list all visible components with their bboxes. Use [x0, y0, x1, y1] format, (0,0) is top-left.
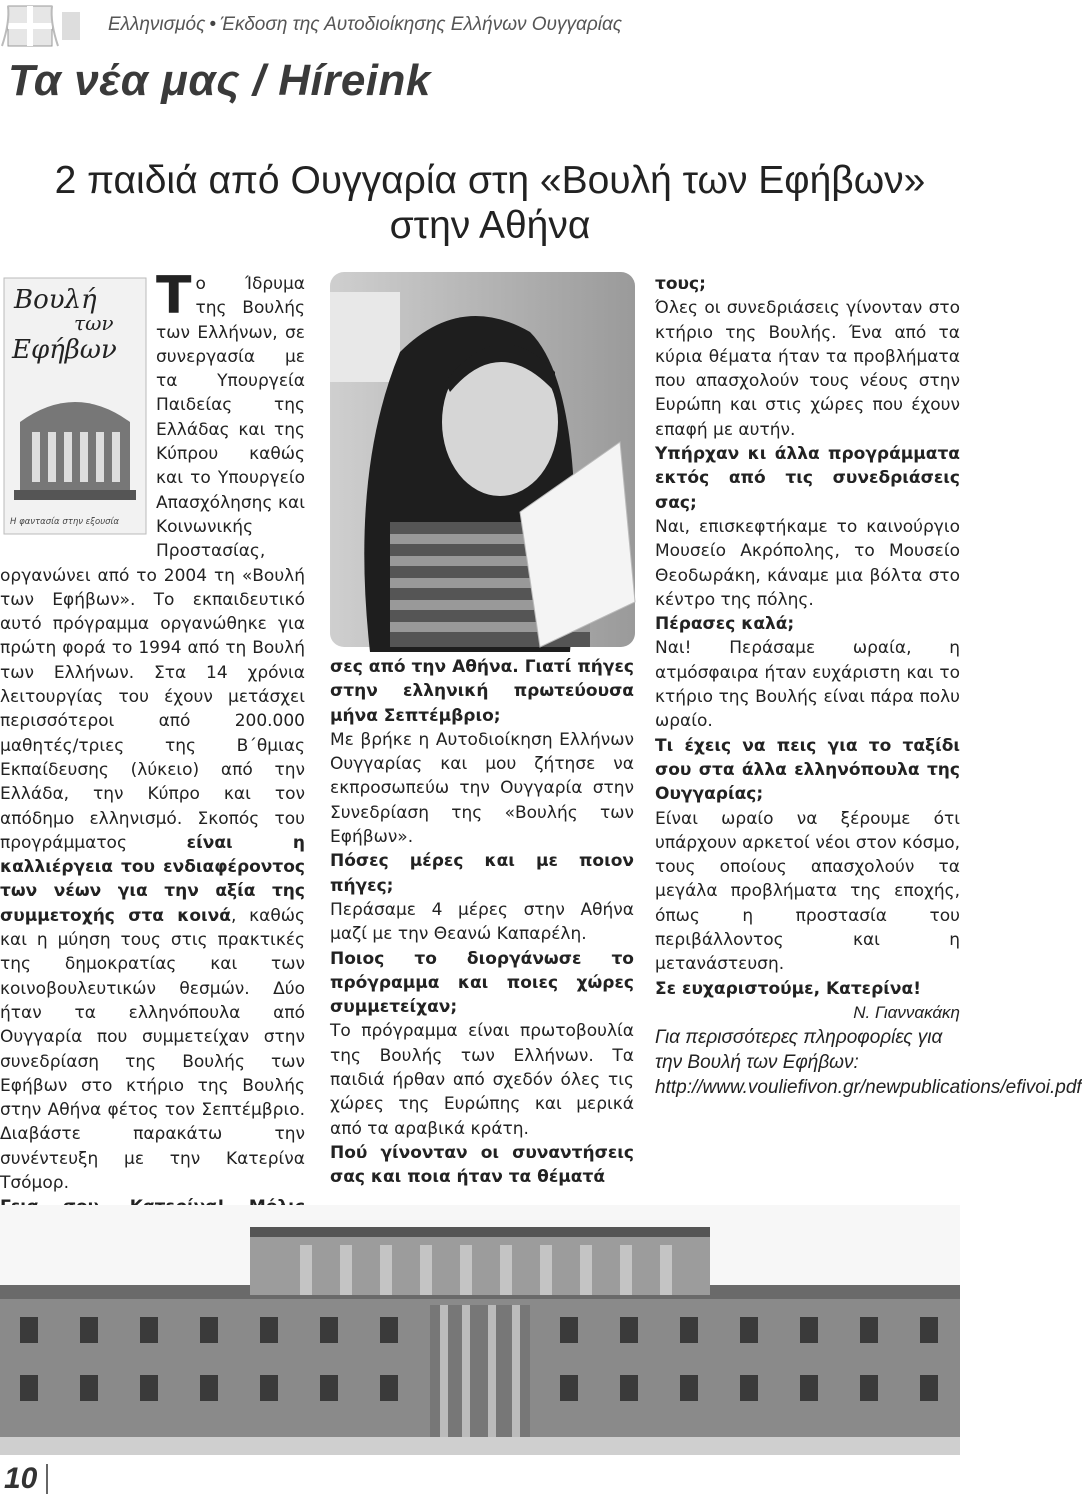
article-headline — [40, 158, 940, 248]
article-column-2 — [330, 655, 634, 1190]
question-1-end: σες από την Αθήνα. Γιατί πήγες στην ελληνική πρωτεύουσα μήνα Σεπτέμβριο; — [330, 657, 634, 726]
answer-3: Το πρόγραμμα είναι πρωτοβουλία της Βουλής των Ελλήνων. Τα παιδιά ήρθαν από σχεδόν όλες τις χώρες της Ευρώπης και μερικά από τα αραβικά κράτη. — [330, 1021, 634, 1139]
separator-dot: • — [209, 14, 216, 35]
parliament-building-drawing — [14, 402, 136, 500]
question-2: Πόσες μέρες και με ποιον πήγες; — [330, 851, 634, 896]
question-4-end: τους; — [655, 274, 706, 294]
parliament-building-photo — [0, 1205, 960, 1455]
page-header — [0, 0, 960, 52]
headline-line-1: 2 παιδιά από Ουγγαρία στη «Βουλή των Εφήβων» — [54, 159, 926, 202]
intro-text: ο Ίδρυμα της Βουλής των Ελλήνων, σε συνεργασία με τα Υπουργεία Παιδείας της Ελλάδας και της Κύπρου καθώς και το Υπουργείο Απασχόλησης και Κοινωνικής Προστασίας, οργανώνει από το 2004 τη «Βουλή των Εφήβων». Το εκπαιδευτικό αυτό πρόγραμμα οργανώθηκε για πρώτη φορά το 1994 από τη Βουλή των Ελλήνων. Στα 14 χρόνια λειτουργίας του έχουν μετάσχει περισσότεροι από 200.000 μαθητές/τριες της Β΄θμιας Εκπαίδευσης (λύκειο) από την Ελλάδα, την Κύπρο και τον απόδημο ελληνισμό. Σκοπός του προγράμματος — [0, 274, 305, 853]
answer-5: Ναι, επισκεφτήκαμε το καινούργιο Μουσείο Ακρόπολης, το Μουσείο Θεοδωράκη, κάναμε μια βόλτα στο κέντρο της πόλης. — [655, 516, 960, 610]
logo-caption: Η φαντασία στην εξουσία — [10, 517, 120, 527]
question-7: Τι έχεις να πεις για το ταξίδι σου στα άλλα ελληνόπουλα της Ουγγαρίας; — [655, 735, 960, 805]
question-6: Πέρασες καλά; — [655, 614, 795, 635]
publication-name: Ελληνισμός — [108, 14, 206, 35]
article-column-1 — [0, 266, 305, 1244]
greek-flag-emblem-icon — [0, 2, 84, 50]
author-signature: Ν. Γιαννακάκη — [853, 1002, 960, 1022]
edition-text: Έκδοση της Αυτοδιοίκησης Ελλήνων Ουγγαρίας — [219, 14, 623, 35]
section-title: Τα νέα μας / Híreink — [8, 56, 431, 105]
question-4-start: Πού γίνονταν οι συναντήσεις σας και ποια ήταν τα θέματά — [330, 1142, 634, 1188]
question-5: Υπήρχαν κι άλλα προγράμματα εκτός από τις συνεδριάσεις σας; — [655, 444, 960, 513]
vouli-efivon-logo — [0, 272, 150, 544]
portrait-photo — [330, 272, 635, 647]
article-column-3 — [655, 272, 1082, 1100]
answer-7: Είναι ωραίο να ξέρουμε ότι υπάρχουν αρκετοί νέοι στον κόσμο, τους οποίους απασχολούν τα μεγάλα προβλήματα της εποχής, όπως η προστασία του περιβάλλοντος και η μετανάστευση. — [655, 808, 960, 975]
page-number: 10 — [4, 1462, 38, 1495]
more-info-note: Για περισσότερες πληροφορίες για την Βουλή των Εφήβων: http://www.vouliefivon.gr/newpublications/efivoi.pdf — [655, 1027, 1082, 1099]
question-3: Ποιος το διοργάνωσε το πρόγραμμα και ποιες χώρες συμμετείχαν; — [330, 948, 634, 1018]
logo-word-1: Βουλή — [14, 285, 97, 315]
answer-4: Όλες οι συνεδριάσεις γίνονταν στο κτήριο της Βουλής. Ένα από τα κύρια θέματα ήταν τα προβλήματα που απασχολούν τους νέους στην Ευρώπη και στις χώρες που έχουν επαφή με αυτήν. — [655, 298, 960, 440]
drop-cap: Τ — [156, 266, 192, 326]
intro-end-text: , καθώς και η μύηση τους στις πρακτικές της δημοκρατίας και των κοινοβουλευτικών θεσμών. Δύο ήταν τα ελληνόπουλα από Ουγγαρία που συμμετείχαν στην συνεδρίαση της Βουλής των Εφήβων στο κτήριο της Βουλής στην Αθήνα φέτος τον Σεπτέμβριο. Διαβάστε παρακάτω την συνέντευξη με την Κατερίνα Τσόμορ. — [0, 905, 305, 1193]
answer-6: Ναι! Περάσαμε ωραία, η ατμόσφαιρα ήταν ευχάριστη και το κτήριο της Βουλής είναι πάρα πολυ ωραίο. — [655, 638, 960, 732]
closing-line: Σε ευχαριστούμε, Κατερίνα! — [655, 978, 921, 999]
intro-bold-text: είναι η καλλιέργεια του ενδιαφέροντος των νέων για την αξία της συμμετοχής στα κοινά — [0, 832, 305, 926]
publication-line — [108, 14, 622, 36]
headline-line-2: στην Αθήνα — [389, 204, 591, 247]
page-number-divider — [46, 1464, 48, 1494]
answer-1: Με βρήκε η Αυτοδιοίκηση Ελλήνων Ουγγαρίας και μου ζήτησε να εκπροσωπεύω την Ουγγαρία στην Συνεδρίαση της «Βουλής των Εφήβων». — [330, 729, 634, 848]
logo-word-3: Εφήβων — [12, 335, 117, 365]
answer-2: Περάσαμε 4 μέρες στην Αθήνα μαζί με την Θεανώ Καπαρέλη. — [330, 899, 634, 945]
logo-word-2: των — [74, 311, 114, 335]
